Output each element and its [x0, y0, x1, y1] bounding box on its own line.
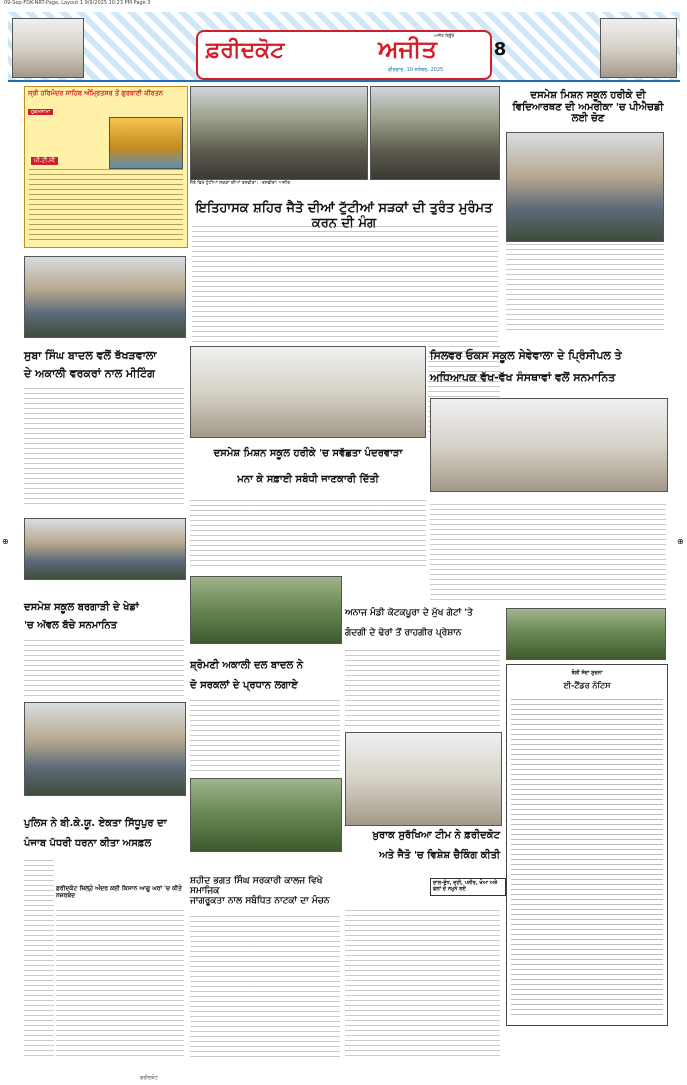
story7-photo — [190, 576, 342, 644]
story9-subhead: ਫ਼ਰੀਦਕੋਟ ਜ਼ਿਲ੍ਹੇ ਅੰਦਰ ਕਈ ਕਿਸਾਨ ਆਗੂ ਘਰਾਂ 'ਚ ਕੀਤੇ ਨਜ਼ਰਬੰਦ — [56, 885, 182, 899]
story10-photo — [345, 732, 502, 826]
tender-title: ਈ-ਟੈਂਡਰ ਨੋਟਿਸ — [563, 681, 611, 690]
story11-photo — [190, 778, 342, 852]
tender-subtitle: ਬੋਲੀ ਸੱਦਾ ਸੂਚਨਾ — [571, 670, 603, 676]
ad-golden-temple-image — [109, 117, 183, 169]
story11-headline-1: ਸ਼ਹੀਦ ਭਗਤ ਸਿੰਘ ਸਰਕਾਰੀ ਕਾਲਜ ਵਿਖੇ ਸਮਾਜਿਕ — [190, 876, 323, 897]
story9-body — [24, 860, 54, 1060]
story4-headline-2: ਅਧਿਆਪਕ ਵੱਖ-ਵੱਖ ਸੰਸਥਾਵਾਂ ਵਲੋਂ ਸਨਮਾਨਿਤ — [430, 371, 616, 384]
story8-photo — [506, 608, 666, 660]
story9-headline-2: ਪੰਜਾਬ ਪੱਧਰੀ ਧਰਨਾ ਕੀਤਾ ਅਸਫ਼ਲ — [24, 838, 152, 849]
story8-headline-1: ਅਨਾਜ ਮੰਡੀ ਕੋਟਕਪੂਰਾ ਦੇ ਮੁੱਖ ਗੇਟਾਂ 'ਤੇ — [345, 608, 473, 618]
story4-headline-1: ਸਿਲਵਰ ਓਕਸ ਸਕੂਲ ਸੇਵੇਵਾਲਾ ਦੇ ਪ੍ਰਿੰਸੀਪਲ ਤੇ — [430, 349, 622, 362]
road-photo-1 — [190, 86, 368, 180]
tender-body — [511, 699, 663, 1017]
story9-headline-1: ਪੁਲਿਸ ਨੇ ਬੀ.ਕੇ.ਯੂ. ਏਕਤਾ ਸਿੱਧੂਪੁਰ ਦਾ — [24, 818, 167, 829]
story4-body — [430, 504, 666, 604]
story5-headline-2: ਮਨਾ ਕੇ ਸਫ਼ਾਈ ਸਬੰਧੀ ਜਾਣਕਾਰੀ ਦਿੱਤੀ — [237, 474, 379, 485]
story9-body-2 — [56, 910, 184, 1060]
story1-body — [192, 226, 498, 342]
masthead — [196, 30, 492, 80]
header-building-photo-left — [12, 18, 84, 78]
road-photo-2 — [370, 86, 500, 180]
tender-notice — [506, 664, 668, 1026]
story5-body — [190, 500, 426, 570]
story10-headline-1: ਖ਼ੁਰਾਕ ਸੁਰੱਖਿਆ ਟੀਮ ਨੇ ਫ਼ਰੀਦਕੋਟ — [372, 830, 500, 841]
masthead-city: ਫ਼ਰੀਦਕੋਟ — [206, 38, 285, 63]
ad-title: ਸ੍ਰੀ ਹਰਿਮੰਦਰ ਸਾਹਿਬ ਅੰਮ੍ਰਿਤਸਰ ਤੋਂ ਗੁਰਬਾਣੀ ਕੀਰਤਨ — [28, 89, 163, 97]
story9-photo — [24, 702, 186, 796]
story6-headline-2: 'ਚ ਅੱਵਲ ਬੱਚੇ ਸਨਮਾਨਿਤ — [24, 620, 118, 631]
masthead-date: ਵੀਰਵਾਰ, 10 ਸਤੰਬਰ, 2025 — [388, 67, 444, 73]
print-slug: 09-Sep-FDK-NRT-Page, Layout 1 9/9/2025 10:23 PM Page 3 — [4, 0, 151, 6]
registration-mark-left: ⊕ — [2, 537, 9, 546]
header-building-photo-right — [600, 18, 677, 78]
story7-headline-1: ਸ਼੍ਰੋਮਣੀ ਅਕਾਲੀ ਦਲ ਬਾਦਲ ਨੇ — [190, 660, 304, 671]
story8-body — [345, 650, 500, 728]
story11-headline-2: ਜਾਗਰੂਕਤਾ ਨਾਲ ਸਬੰਧਿਤ ਨਾਟਕਾਂ ਦਾ ਮੰਚਨ — [190, 896, 330, 906]
footer-label: ਫਰੀਦਕੋਟ — [140, 1075, 158, 1081]
page-number: 8 — [493, 39, 507, 60]
footer-strip — [0, 1075, 687, 1085]
story1-headline: ਇਤਿਹਾਸਕ ਸ਼ਹਿਰ ਜੈਤੋ ਦੀਆਂ ਟੁੱਟੀਆਂ ਸੜਕਾਂ ਦੀ ਤੁਰੰਤ ਮੁਰੰਮਤ ਕਰਨ ਦੀ ਮੰਗ — [195, 201, 493, 231]
story10-box: ਦਾਲ-ਦੁੱਧ, ਦਹੀ, ਪਨੀਰ, ਖੋਆ ਅਤੇ ਫਲਾਂ ਦੇ ਨਮੂਨੇ ਲਏ — [430, 878, 506, 896]
story6-photo — [24, 518, 186, 580]
story11-body — [190, 916, 340, 1060]
story3-photo — [24, 256, 186, 338]
story2-photo — [506, 132, 664, 242]
story8-headline-2: ਗੰਦਗੀ ਦੇ ਢੇਰਾਂ ਤੋਂ ਰਾਹਗੀਰ ਪ੍ਰੇਸ਼ਾਨ — [345, 628, 462, 638]
story10-body — [345, 910, 500, 1060]
story6-body — [24, 640, 184, 696]
masthead-tag: ਅਜੀਤ ਬਿਊਰੋ — [434, 33, 455, 38]
story5-headline-1: ਦਸਮੇਸ਼ ਮਿਸ਼ਨ ਸਕੂਲ ਹਰੀਕੇ 'ਚ ਸਵੱਛਤਾ ਪੰਦਰਵਾੜਾ — [213, 448, 403, 459]
ad-subtitle: ਹੁਕਮਨਾਮਾ — [28, 109, 53, 115]
ad-body-text — [29, 169, 183, 243]
masthead-paper: ਅਜੀਤ — [378, 35, 437, 63]
story3-headline-1: ਸੁਬਾ ਸਿੰਘ ਬਾਦਲ ਵਲੋਂ ਝੱਖੜਵਾਲਾ — [24, 349, 157, 362]
ad-box-kirtan — [24, 86, 188, 248]
story10-headline-2: ਅਤੇ ਜੈਤੋ 'ਚ ਵਿਸ਼ੇਸ਼ ਚੈਕਿੰਗ ਕੀਤੀ — [379, 850, 500, 861]
story3-body — [24, 388, 184, 508]
story6-headline-1: ਦਸਮੇਸ਼ ਸਕੂਲ ਬਰਗਾੜੀ ਦੇ ਖੇਡਾਂ — [24, 602, 139, 613]
story2-body — [506, 244, 664, 332]
group-photo-center — [190, 346, 426, 438]
road-photos-caption: ਜੈਤੋ ਵਿਖੇ ਟੁੱਟੀਆਂ ਸੜਕਾਂ ਦੀਆਂ ਤਸਵੀਰਾਂ। -ਤਸਵੀਰਾਂ: ਅਜੀਤ — [190, 181, 290, 186]
ad-label: ਪੀ.ਟੀ.ਸੀ — [31, 157, 58, 165]
story7-headline-2: ਦੋ ਸਰਕਲਾਂ ਦੇ ਪ੍ਰਧਾਨ ਲਗਾਏ — [190, 680, 298, 691]
story4-photo — [430, 398, 668, 492]
registration-mark-right: ⊕ — [677, 537, 684, 546]
story3-headline-2: ਦੇ ਅਕਾਲੀ ਵਰਕਰਾਂ ਨਾਲ ਮੀਟਿੰਗ — [24, 367, 155, 380]
story2-headline: ਦਸਮੇਸ਼ ਮਿਸ਼ਨ ਸਕੂਲ ਹਰੀਕੇ ਦੀ ਵਿਦਿਆਰਥਣ ਦੀ ਅਮਰੀਕਾ 'ਚ ਪੀਐਚਡੀ ਲਈ ਚੋਣ — [512, 90, 664, 124]
story7-body — [190, 700, 340, 772]
